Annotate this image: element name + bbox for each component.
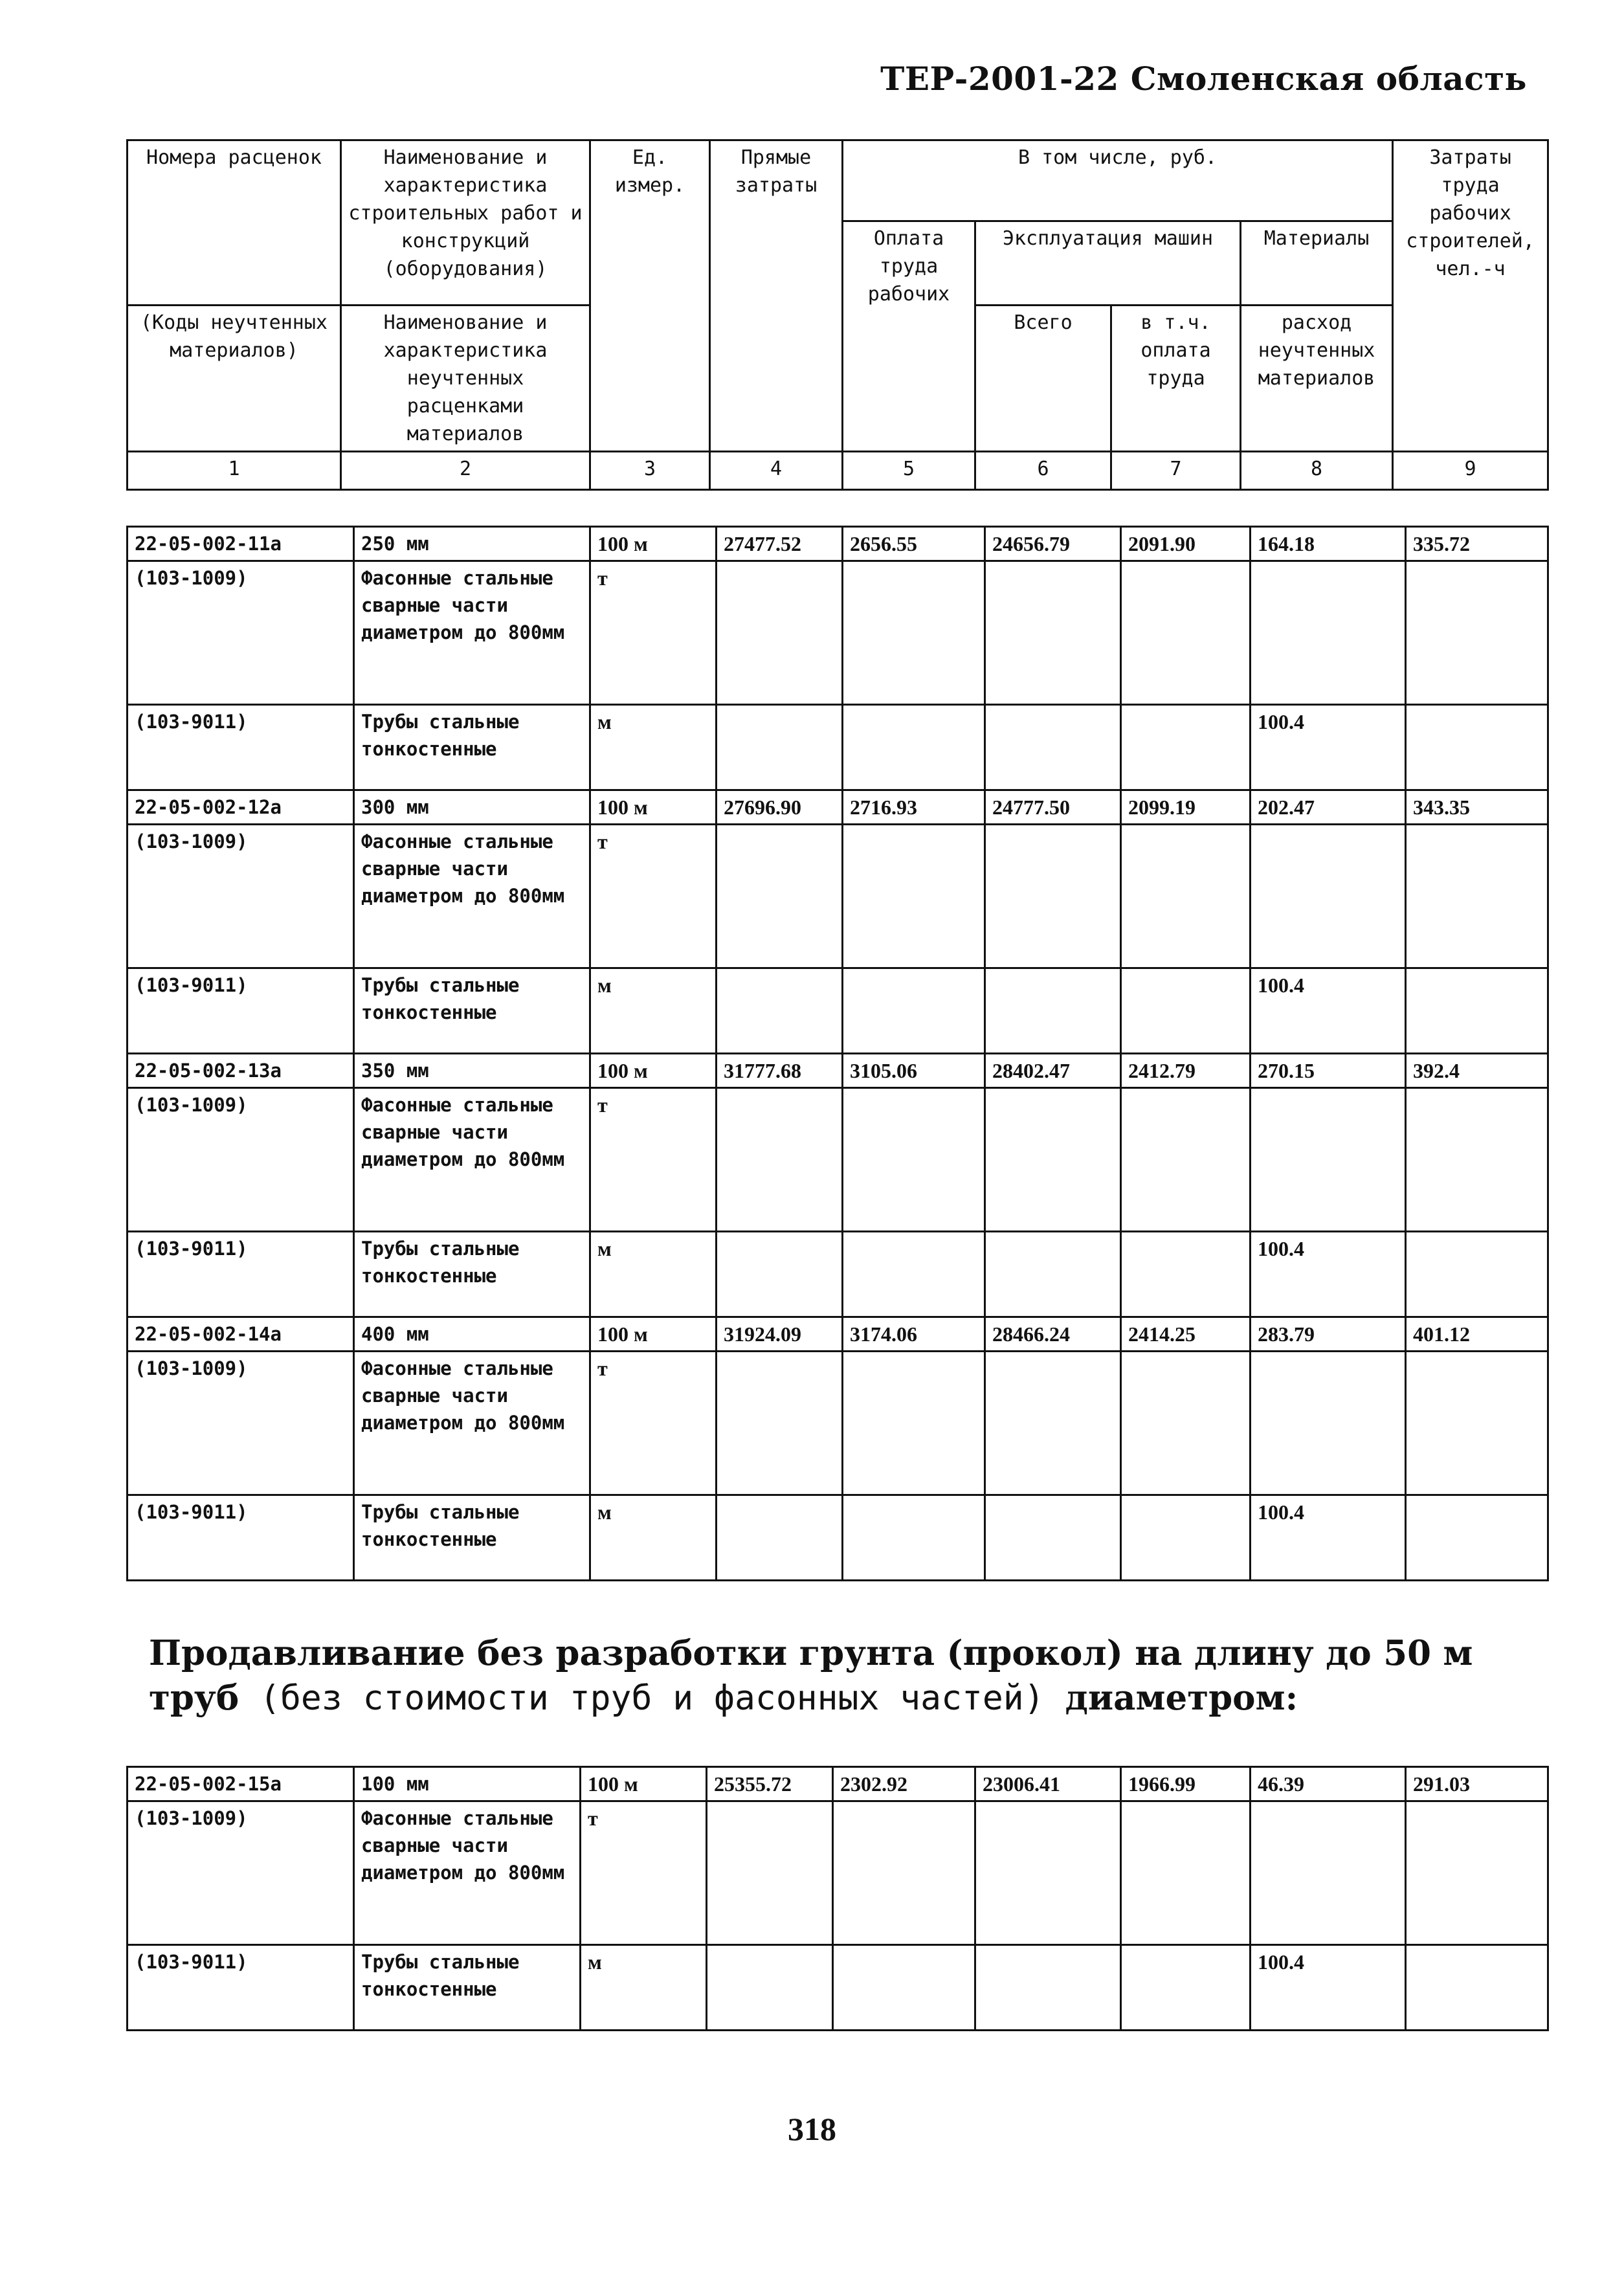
work-name-cell: 250 мм: [354, 527, 590, 561]
machines-wages-cell: [1121, 1801, 1251, 1945]
direct-costs-cell: [717, 1232, 843, 1317]
table-row: [128, 1767, 1548, 1801]
rate-code-cell: 22-05-002-14a: [128, 1317, 354, 1352]
unit-cell: м: [590, 1495, 717, 1581]
direct-costs-cell: 25355.72: [707, 1767, 833, 1801]
materials-cell: 100.4: [1251, 1495, 1406, 1581]
table-row: [128, 1232, 1548, 1317]
direct-costs-cell: [717, 1088, 843, 1232]
rate-code-cell: (103-1009): [128, 1088, 354, 1232]
unit-cell: м: [590, 1232, 717, 1317]
machines-total-cell: 23006.41: [975, 1767, 1121, 1801]
machines-total-cell: [985, 561, 1121, 705]
rate-code-cell: (103-9011): [128, 705, 354, 790]
machines-wages-cell: [1121, 705, 1251, 790]
labor-hours-cell: 335.72: [1406, 527, 1548, 561]
col-number: 2: [341, 452, 590, 490]
rate-code-cell: (103-9011): [128, 1945, 354, 2031]
table-row: [128, 1317, 1548, 1352]
rate-code-cell: 22-05-002-12a: [128, 790, 354, 825]
machines-total-cell: [985, 1495, 1121, 1581]
table-row: [128, 968, 1548, 1054]
machines-wages-cell: [1121, 968, 1251, 1054]
machines-wages-cell: 2414.25: [1121, 1317, 1251, 1352]
materials-cell: 202.47: [1251, 790, 1406, 825]
labor-hours-cell: [1406, 1352, 1548, 1495]
table-row: [128, 1945, 1548, 2031]
rate-code-cell: 22-05-002-15a: [128, 1767, 354, 1801]
machines-total-cell: [985, 705, 1121, 790]
rate-code-cell: (103-1009): [128, 561, 354, 705]
wages-cell: [843, 1088, 985, 1232]
wages-cell: 2656.55: [843, 527, 985, 561]
unit-cell: т: [590, 1088, 717, 1232]
machines-wages-cell: [1121, 1945, 1251, 2031]
direct-costs-cell: [707, 1801, 833, 1945]
table-row: [128, 825, 1548, 968]
unit-cell: м: [581, 1945, 707, 2031]
materials-cell: 283.79: [1251, 1317, 1406, 1352]
machines-total-cell: 24656.79: [985, 527, 1121, 561]
machines-total-cell: 24777.50: [985, 790, 1121, 825]
labor-hours-cell: [1406, 561, 1548, 705]
labor-hours-cell: 401.12: [1406, 1317, 1548, 1352]
labor-hours-cell: [1406, 1801, 1548, 1945]
labor-hours-cell: [1406, 1088, 1548, 1232]
col-header-codes: (Коды неучтенных материалов): [128, 306, 341, 452]
wages-cell: [833, 1801, 975, 1945]
unit-cell: т: [590, 1352, 717, 1495]
direct-costs-cell: 27696.90: [717, 790, 843, 825]
direct-costs-cell: [717, 705, 843, 790]
labor-hours-cell: [1406, 1232, 1548, 1317]
rate-code-cell: (103-9011): [128, 968, 354, 1054]
table-row: [128, 561, 1548, 705]
col-header-material-name: Наименование и характеристика неучтенных расценками материалов: [341, 306, 590, 452]
wages-cell: 2716.93: [843, 790, 985, 825]
work-name-cell: Фасонные стальные сварные части диаметром до 800мм: [354, 561, 590, 705]
rate-code-cell: 22-05-002-13a: [128, 1054, 354, 1088]
wages-cell: 2302.92: [833, 1767, 975, 1801]
rates-table-2: [126, 1766, 1549, 2031]
rate-code-cell: (103-9011): [128, 1495, 354, 1581]
materials-cell: [1251, 825, 1406, 968]
machines-wages-cell: [1121, 825, 1251, 968]
machines-wages-cell: [1121, 561, 1251, 705]
machines-wages-cell: [1121, 1495, 1251, 1581]
wages-cell: [833, 1945, 975, 2031]
col-header-machines-total: Всего: [975, 306, 1111, 452]
rate-code-cell: 22-05-002-11a: [128, 527, 354, 561]
machines-total-cell: [975, 1801, 1121, 1945]
unit-cell: м: [590, 705, 717, 790]
labor-hours-cell: [1406, 825, 1548, 968]
work-name-cell: Фасонные стальные сварные части диаметром до 800мм: [354, 1801, 581, 1945]
wages-cell: [843, 1352, 985, 1495]
col-number: 8: [1241, 452, 1393, 490]
rate-code-cell: (103-9011): [128, 1232, 354, 1317]
col-number: 7: [1111, 452, 1241, 490]
direct-costs-cell: [717, 1495, 843, 1581]
table-row: [128, 527, 1548, 561]
unit-cell: 100 м: [590, 1317, 717, 1352]
work-name-cell: 100 мм: [354, 1767, 581, 1801]
materials-cell: 46.39: [1251, 1767, 1406, 1801]
materials-cell: 100.4: [1251, 1945, 1406, 2031]
work-name-cell: 300 мм: [354, 790, 590, 825]
machines-wages-cell: [1121, 1352, 1251, 1495]
rate-code-cell: (103-1009): [128, 1801, 354, 1945]
labor-hours-cell: [1406, 705, 1548, 790]
col-header-unit: Ед. измер.: [590, 140, 710, 452]
direct-costs-cell: [707, 1945, 833, 2031]
direct-costs-cell: [717, 968, 843, 1054]
labor-hours-cell: 291.03: [1406, 1767, 1548, 1801]
wages-cell: [843, 825, 985, 968]
unit-cell: т: [590, 561, 717, 705]
rate-code-cell: (103-1009): [128, 1352, 354, 1495]
col-number: 5: [843, 452, 975, 490]
direct-costs-cell: [717, 561, 843, 705]
wages-cell: [843, 1232, 985, 1317]
col-number: 4: [710, 452, 843, 490]
wages-cell: [843, 561, 985, 705]
materials-cell: 100.4: [1251, 1232, 1406, 1317]
col-number: 6: [975, 452, 1111, 490]
col-header-material-use: расход неучтенных материалов: [1241, 306, 1393, 452]
table-row: [128, 1054, 1548, 1088]
direct-costs-cell: [717, 1352, 843, 1495]
labor-hours-cell: 392.4: [1406, 1054, 1548, 1088]
wages-cell: 3105.06: [843, 1054, 985, 1088]
machines-total-cell: [975, 1945, 1121, 2031]
page-number: 318: [788, 2111, 836, 2147]
work-name-cell: Трубы стальные тонкостенные: [354, 1945, 581, 2031]
rates-table-1: [126, 526, 1549, 1581]
unit-cell: т: [581, 1801, 707, 1945]
table-row: [128, 1495, 1548, 1581]
col-header-machines-wages: в т.ч. оплата труда: [1111, 306, 1241, 452]
work-name-cell: 350 мм: [354, 1054, 590, 1088]
unit-cell: 100 м: [590, 527, 717, 561]
labor-hours-cell: [1406, 968, 1548, 1054]
machines-wages-cell: 1966.99: [1121, 1767, 1251, 1801]
direct-costs-cell: [717, 825, 843, 968]
col-header-group: В том числе, руб.: [843, 140, 1393, 221]
col-number: 1: [128, 452, 341, 490]
table-row: [128, 1352, 1548, 1495]
materials-cell: 270.15: [1251, 1054, 1406, 1088]
wages-cell: [843, 1495, 985, 1581]
machines-wages-cell: [1121, 1232, 1251, 1317]
col-header-wages: Оплата труда рабочих: [843, 221, 975, 452]
rate-code-cell: (103-1009): [128, 825, 354, 968]
machines-total-cell: 28402.47: [985, 1054, 1121, 1088]
machines-wages-cell: 2099.19: [1121, 790, 1251, 825]
machines-total-cell: [985, 968, 1121, 1054]
col-header-labor-hours: Затраты труда рабочих строителей, чел.-ч: [1393, 140, 1548, 452]
materials-cell: [1251, 561, 1406, 705]
table-row: [128, 705, 1548, 790]
wages-cell: [843, 705, 985, 790]
col-header-direct-costs: Прямые затраты: [710, 140, 843, 452]
col-header-materials: Материалы: [1241, 221, 1393, 306]
machines-wages-cell: [1121, 1088, 1251, 1232]
machines-total-cell: 28466.24: [985, 1317, 1121, 1352]
table-row: [128, 1801, 1548, 1945]
materials-cell: 100.4: [1251, 968, 1406, 1054]
work-name-cell: Трубы стальные тонкостенные: [354, 968, 590, 1054]
work-name-cell: Трубы стальные тонкостенные: [354, 705, 590, 790]
table-header: [126, 139, 1549, 491]
section-title: Продавливание без разработки грунта (прокол) на длину до 50 м труб (без стоимости труб и фасонных частей) диаметром:: [149, 1633, 1473, 1718]
col-header-number: Номера расценок: [128, 140, 341, 306]
machines-total-cell: [985, 1232, 1121, 1317]
machines-wages-cell: 2091.90: [1121, 527, 1251, 561]
work-name-cell: Фасонные стальные сварные части диаметром до 800мм: [354, 825, 590, 968]
work-name-cell: Фасонные стальные сварные части диаметром до 800мм: [354, 1088, 590, 1232]
materials-cell: [1251, 1352, 1406, 1495]
col-header-name: Наименование и характеристика строительных работ и конструкций (оборудования): [341, 140, 590, 306]
materials-cell: [1251, 1088, 1406, 1232]
unit-cell: м: [590, 968, 717, 1054]
work-name-cell: Трубы стальные тонкостенные: [354, 1495, 590, 1581]
work-name-cell: Трубы стальные тонкостенные: [354, 1232, 590, 1317]
materials-cell: 164.18: [1251, 527, 1406, 561]
direct-costs-cell: 31924.09: [717, 1317, 843, 1352]
table-row: [128, 1088, 1548, 1232]
unit-cell: 100 м: [581, 1767, 707, 1801]
unit-cell: 100 м: [590, 790, 717, 825]
col-number: 3: [590, 452, 710, 490]
machines-wages-cell: 2412.79: [1121, 1054, 1251, 1088]
direct-costs-cell: 31777.68: [717, 1054, 843, 1088]
wages-cell: 3174.06: [843, 1317, 985, 1352]
materials-cell: [1251, 1801, 1406, 1945]
wages-cell: [843, 968, 985, 1054]
machines-total-cell: [985, 1088, 1121, 1232]
unit-cell: 100 м: [590, 1054, 717, 1088]
materials-cell: 100.4: [1251, 705, 1406, 790]
col-header-machines: Эксплуатация машин: [975, 221, 1241, 306]
work-name-cell: 400 мм: [354, 1317, 590, 1352]
table-row: [128, 790, 1548, 825]
machines-total-cell: [985, 1352, 1121, 1495]
labor-hours-cell: 343.35: [1406, 790, 1548, 825]
labor-hours-cell: [1406, 1495, 1548, 1581]
labor-hours-cell: [1406, 1945, 1548, 2031]
document-title: ТЕР-2001-22 Смоленская область: [880, 60, 1527, 98]
work-name-cell: Фасонные стальные сварные части диаметром до 800мм: [354, 1352, 590, 1495]
col-number: 9: [1393, 452, 1548, 490]
machines-total-cell: [985, 825, 1121, 968]
unit-cell: т: [590, 825, 717, 968]
direct-costs-cell: 27477.52: [717, 527, 843, 561]
